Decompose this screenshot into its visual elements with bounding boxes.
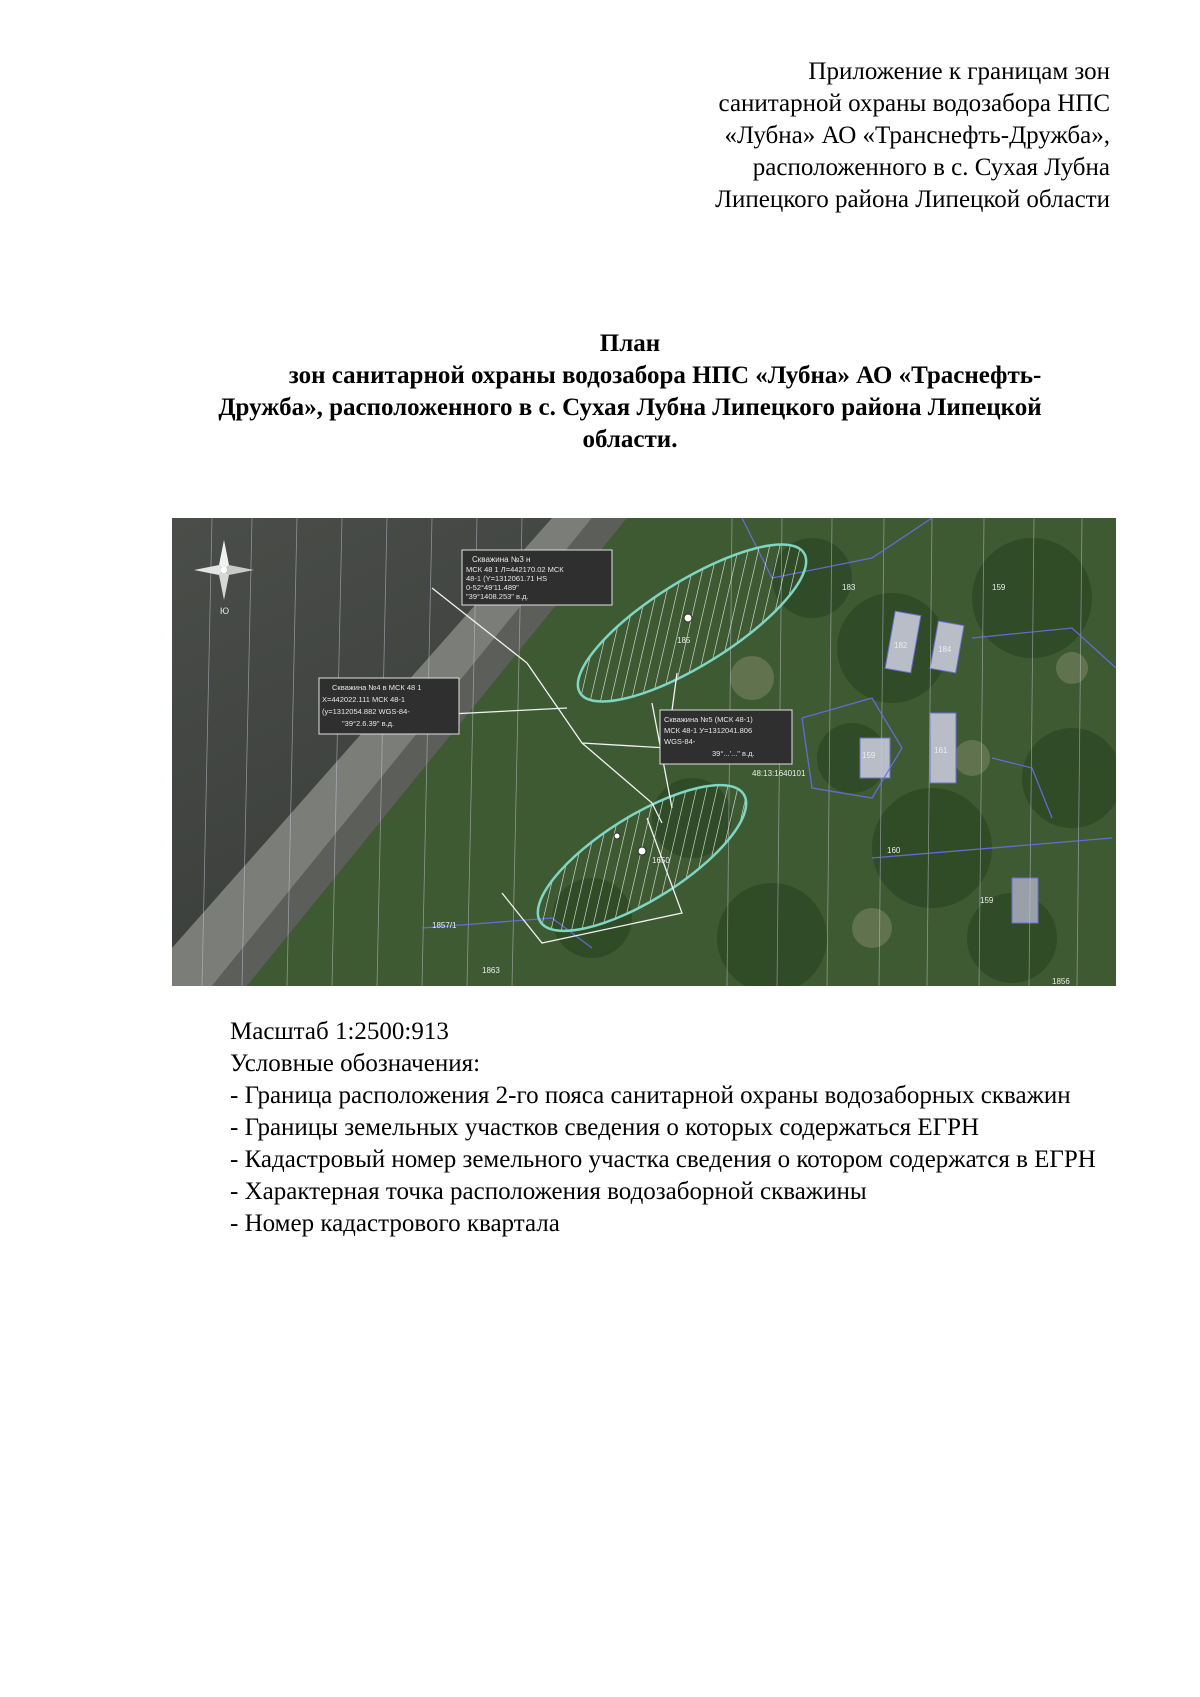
callout-well-5 [660, 710, 792, 764]
plan-title-line: Дружба», расположенного в с. Сухая Лубна Липецкого района Липецкой [218, 394, 1042, 421]
cadastral-quarter-label: 48:13:1640101 [752, 769, 806, 778]
callout-line: МСК 48-1 У=1312041.806 [664, 726, 753, 735]
callout-line: (у=1312054.882 WGS-84- [322, 707, 410, 716]
parcel-label: 159 [980, 896, 994, 905]
annex-line: расположенного в с. Сухая Лубна [752, 154, 1110, 181]
annex-header [715, 56, 1110, 216]
compass-label: Ю [220, 606, 230, 616]
parcel-label: 159 [992, 583, 1006, 592]
parcel-label: 183 [842, 583, 856, 592]
callout-well-4 [319, 678, 459, 734]
callout-line: 0-52°49'11.489" [466, 583, 519, 592]
sanitary-zone-map [172, 518, 1116, 986]
plan-title [150, 328, 1110, 456]
parcel-label: 1856 [1052, 977, 1070, 986]
legend-item: - Граница расположения 2-го пояса санитарной охраны водозаборных скважин [230, 1082, 1071, 1109]
plan-title-word: План [599, 330, 661, 357]
callout-line: Скважина №3 н [472, 555, 531, 564]
callout-line: 48-1 (Y=1312061.71 НS [466, 574, 548, 583]
callout-line: Скважина №4 в МСК 48 1 [332, 683, 422, 692]
parcel-label: 1650 [652, 856, 670, 865]
legend-heading: Условные обозначения: [230, 1050, 481, 1077]
parcel-label: 1857/1 [432, 921, 457, 930]
legend-item: - Границы земельных участков сведения о которых содержаться ЕГРН [230, 1114, 980, 1141]
legend-item: - Характерная точка расположения водозаборной скважины [230, 1178, 867, 1205]
callout-line: WGS-84- [664, 737, 696, 746]
parcel-label: 184 [938, 645, 952, 654]
parcel-label: 160 [887, 846, 901, 855]
callout-line: "39°1408.253" в.д. [466, 592, 529, 601]
parcel-label: 1863 [482, 966, 500, 975]
plan-title-line: зон санитарной охраны водозабора НПС «Лубна» АО «Траснефть- [288, 362, 1042, 389]
legend [172, 1016, 1116, 1240]
parcel-label: 182 [894, 641, 908, 650]
legend-item: - Кадастровый номер земельного участка сведения о котором содержатся в ЕГРН [230, 1146, 1096, 1173]
annex-line: «Лубна» АО «Транснефть-Дружба», [724, 122, 1110, 149]
annex-line: санитарной охраны водозабора НПС [718, 90, 1110, 117]
annex-line: Приложение к границам зон [808, 58, 1110, 85]
callout-line: Х=442022.111 МСК 48-1 [322, 695, 406, 704]
callout-line: 39°...'..." в.д. [712, 749, 755, 758]
plan-title-line: области. [582, 426, 678, 453]
legend-item: - Номер кадастрового квартала [230, 1210, 560, 1237]
parcel-label: 159 [862, 751, 876, 760]
callout-line: Скважина №5 (МСК 48-1) [664, 715, 753, 724]
callout-well-3 [462, 550, 612, 605]
parcel-label: 185 [677, 636, 691, 645]
callout-line: МСК 48 1 Л=442170.02 МСК [466, 565, 564, 574]
annex-line: Липецкого района Липецкой области [715, 186, 1110, 213]
map-svg [172, 518, 1116, 986]
parcel-label: 161 [934, 746, 948, 755]
map-scale: Масштаб 1:2500:913 [230, 1018, 449, 1045]
callout-line: "39°2.6.39" в.д. [342, 719, 395, 728]
